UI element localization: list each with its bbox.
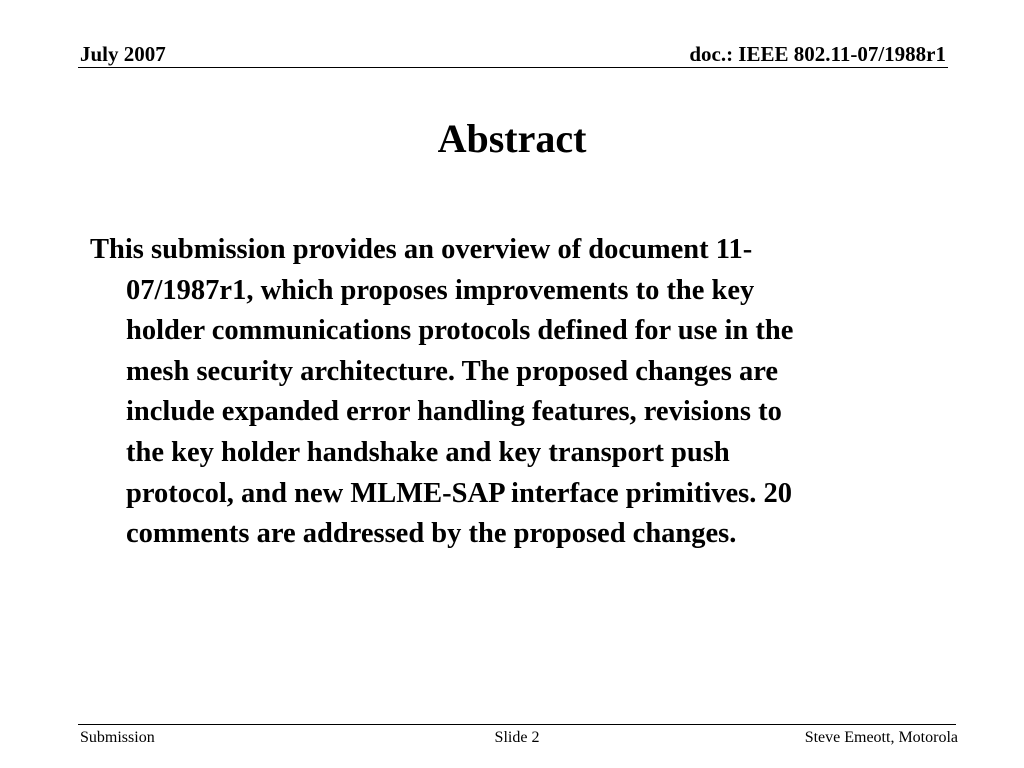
body-line: the key holder handshake and key transport push [126,436,730,468]
body-line: mesh security architecture. The proposed changes are [126,355,779,387]
footer-submission: Submission [80,729,155,746]
body-line: holder communications protocols defined for use in the [126,315,794,347]
slide-title: Abstract [437,116,587,161]
header-doc-id: doc.: IEEE 802.11-07/1988r1 [689,42,946,66]
body-line: 07/1987r1, which proposes improvements to the key [126,274,755,306]
footer-author: Steve Emeott, Motorola [804,729,958,746]
footer-slide-number: Slide 2 [494,729,540,746]
body-line: include expanded error handling features, revisions to [126,396,782,428]
body-line: protocol, and new MLME-SAP interface primitives. 20 [126,477,792,509]
abstract-body [90,230,950,555]
footer-rule [78,724,956,725]
body-line: comments are addressed by the proposed changes. [126,518,737,550]
header-rule [78,67,948,68]
body-line: This submission provides an overview of document 11- [90,234,753,265]
header-date: July 2007 [80,42,166,66]
